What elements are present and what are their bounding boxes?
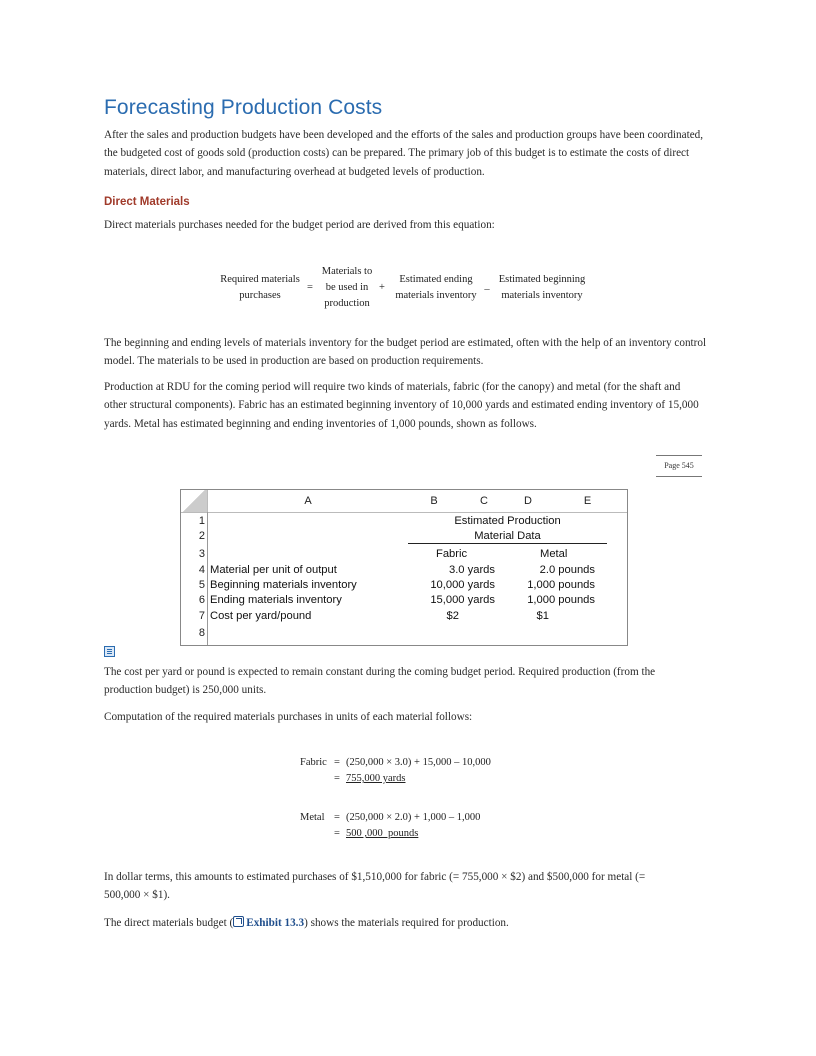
eq-lhs-line2: purchases bbox=[239, 290, 281, 301]
fabric-calc-label: Fabric bbox=[300, 757, 327, 768]
exhibit-link-label[interactable]: Exhibit 13.3 bbox=[246, 917, 305, 929]
item-label: Cost per yard/pound bbox=[210, 610, 312, 622]
metal-calc-line1: (250,000 × 2.0) + 1,000 – 1,000 bbox=[346, 812, 481, 823]
item-fabric: 10,000 yards bbox=[430, 579, 495, 591]
page-title: Forecasting Production Costs bbox=[104, 96, 383, 119]
eq-lhs-line1: Required materials bbox=[220, 274, 300, 285]
eq-t1-line2: be used in bbox=[325, 282, 369, 293]
item-label: Beginning materials inventory bbox=[210, 579, 357, 591]
item-label: Material per unit of output bbox=[210, 564, 337, 576]
fabric-header: Fabric bbox=[436, 548, 468, 560]
item-label: Ending materials inventory bbox=[210, 594, 342, 606]
metal-header: Metal bbox=[540, 548, 568, 560]
col-header-a-cell: A bbox=[208, 490, 408, 513]
item-fabric: 3.0 yards bbox=[448, 564, 495, 576]
col-header-c: C bbox=[460, 490, 508, 513]
eq-t3-line1: Estimated beginning bbox=[498, 274, 586, 285]
intro-paragraph: After the sales and production budgets have been developed and the efforts of the sales and production groups have been coordinated, the budgeted cost of goods sold (production costs) can be prepared. The primary job of this budget is to estimate the costs of direct materials, direct labor, and manufacturing overhead at budgeted levels of production. bbox=[104, 129, 704, 178]
eq-minus: – bbox=[484, 284, 490, 295]
para7-before: The direct materials budget ( bbox=[104, 917, 234, 929]
material-data-spreadsheet bbox=[180, 489, 628, 646]
row-number: 1 bbox=[198, 515, 205, 527]
metal-calc-eq: = bbox=[334, 812, 340, 823]
eq-t2-line1: Estimated ending bbox=[399, 274, 473, 285]
item-metal: 1,000 pounds bbox=[527, 579, 595, 591]
page-number-label: Page 545 bbox=[656, 455, 702, 477]
paragraph-dollar-terms: In dollar terms, this amounts to estimated purchases of $1,510,000 for fabric (= 755,000 × $2) and $500,000 for metal (= 500,000 × $1). bbox=[104, 871, 646, 902]
fabric-calc-eq: = bbox=[334, 757, 340, 768]
eq-plus: + bbox=[379, 282, 385, 293]
dm-intro-paragraph: Direct materials purchases needed for the budget period are derived from this equation: bbox=[104, 219, 495, 231]
row-number: 4 bbox=[198, 564, 205, 576]
sheet-title-line1: Estimated Production bbox=[454, 515, 561, 527]
row-number: 7 bbox=[198, 610, 205, 622]
eq-t2-line2: materials inventory bbox=[395, 290, 477, 301]
external-link-icon bbox=[233, 916, 244, 927]
item-metal: $1 bbox=[536, 610, 549, 622]
section-heading-direct-materials: Direct Materials bbox=[104, 196, 190, 208]
col-header-d: D bbox=[508, 490, 548, 513]
paragraph-inventory-levels: The beginning and ending levels of materials inventory for the budget period are estimated, often with the help of an inventory control model. The materials to be used in production are based on production requirements. bbox=[104, 337, 707, 368]
para7-after: ) shows the materials required for production. bbox=[304, 917, 509, 929]
fabric-calc-line2: 755,000 yards bbox=[346, 773, 406, 784]
paragraph-direct-materials-budget bbox=[104, 914, 714, 932]
row-number: 8 bbox=[198, 627, 205, 639]
row-number: 2 bbox=[198, 530, 205, 542]
data-table-icon[interactable] bbox=[104, 646, 115, 657]
sheet-corner bbox=[181, 490, 208, 513]
row-number: 3 bbox=[198, 548, 205, 560]
item-metal: 1,000 pounds bbox=[527, 594, 595, 606]
metal-calc-label: Metal bbox=[300, 812, 325, 823]
exhibit-link[interactable] bbox=[233, 917, 304, 929]
item-fabric: 15,000 yards bbox=[430, 594, 495, 606]
item-metal: 2.0 pounds bbox=[539, 564, 595, 576]
row-number: 5 bbox=[198, 579, 205, 591]
row-number: 6 bbox=[198, 594, 205, 606]
metal-calc-line2: 500 ,000 pounds bbox=[346, 828, 419, 839]
col-header-b: B bbox=[408, 490, 460, 513]
fabric-calc-eq2: = bbox=[334, 773, 340, 784]
fabric-calc-line1: (250,000 × 3.0) + 15,000 – 10,000 bbox=[346, 757, 491, 768]
paragraph-cost-constant: The cost per yard or pound is expected to remain constant during the coming budget period. Required production (from the production budget) is 250,000 units. bbox=[104, 666, 656, 697]
eq-t1-line1: Materials to bbox=[321, 266, 373, 277]
eq-equals: = bbox=[307, 282, 313, 293]
paragraph-computation: Computation of the required materials purchases in units of each material follows: bbox=[104, 711, 473, 723]
paragraph-rdu-production: Production at RDU for the coming period will require two kinds of materials, fabric (for the canopy) and metal (for the shaft and other structural components). Fabric has an estimated beginning inventory of 10,000 yards and estimated ending inventory of 15,000 yards. Metal has estimated beginning and ending inventories of 1,000 pounds, shown as follows. bbox=[104, 381, 699, 430]
item-fabric: $2 bbox=[446, 610, 459, 622]
metal-calc-eq2: = bbox=[334, 828, 340, 839]
sheet-title-line2: Material Data bbox=[408, 530, 607, 544]
eq-t1-line3: production bbox=[324, 298, 370, 309]
col-header-e: E bbox=[548, 490, 627, 513]
eq-t3-line2: materials inventory bbox=[501, 290, 583, 301]
